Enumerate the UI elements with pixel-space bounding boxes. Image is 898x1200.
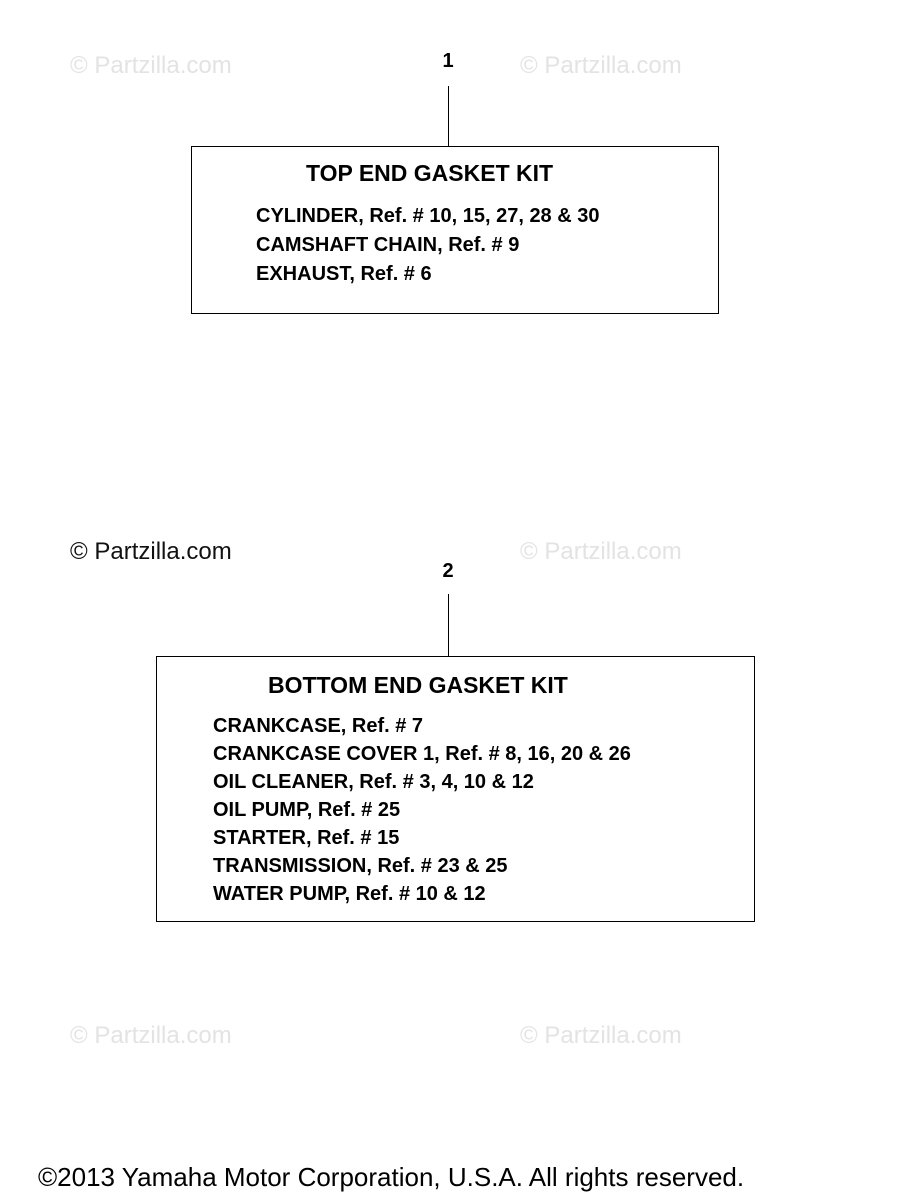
watermark: © Partzilla.com bbox=[70, 538, 232, 565]
bottom-end-gasket-kit-box[interactable] bbox=[156, 656, 755, 922]
kit-item: STARTER, Ref. # 15 bbox=[213, 827, 400, 849]
kit-item: CRANKCASE, Ref. # 7 bbox=[213, 715, 424, 737]
kit-item-list bbox=[256, 202, 600, 289]
top-end-gasket-kit-box[interactable] bbox=[191, 146, 719, 314]
copyright-notice: ©2013 Yamaha Motor Corporation, U.S.A. All rights reserved. bbox=[38, 1162, 745, 1192]
kit-title: BOTTOM END GASKET KIT bbox=[268, 672, 568, 698]
callout-number[interactable]: 1 bbox=[442, 50, 454, 72]
kit-item: CYLINDER, Ref. # 10, 15, 27, 28 & 30 bbox=[256, 205, 600, 227]
kit-item: EXHAUST, Ref. # 6 bbox=[256, 263, 432, 285]
kit-item: OIL PUMP, Ref. # 25 bbox=[213, 799, 401, 821]
watermark: © Partzilla.com bbox=[520, 1022, 682, 1049]
kit-item: TRANSMISSION, Ref. # 23 & 25 bbox=[213, 855, 508, 877]
kit-item: WATER PUMP, Ref. # 10 & 12 bbox=[213, 883, 486, 905]
kit-item: CAMSHAFT CHAIN, Ref. # 9 bbox=[256, 234, 520, 256]
leader-line bbox=[448, 594, 449, 656]
kit-item: CRANKCASE COVER 1, Ref. # 8, 16, 20 & 26 bbox=[213, 743, 631, 765]
kit-item-list bbox=[213, 712, 631, 908]
callout-number[interactable]: 2 bbox=[442, 560, 454, 582]
watermark: © Partzilla.com bbox=[520, 538, 682, 565]
kit-item: OIL CLEANER, Ref. # 3, 4, 10 & 12 bbox=[213, 771, 534, 793]
leader-line bbox=[448, 86, 449, 146]
watermark: © Partzilla.com bbox=[520, 52, 682, 79]
kit-title: TOP END GASKET KIT bbox=[306, 160, 554, 186]
watermark: © Partzilla.com bbox=[70, 1022, 232, 1049]
watermark: © Partzilla.com bbox=[70, 52, 232, 79]
